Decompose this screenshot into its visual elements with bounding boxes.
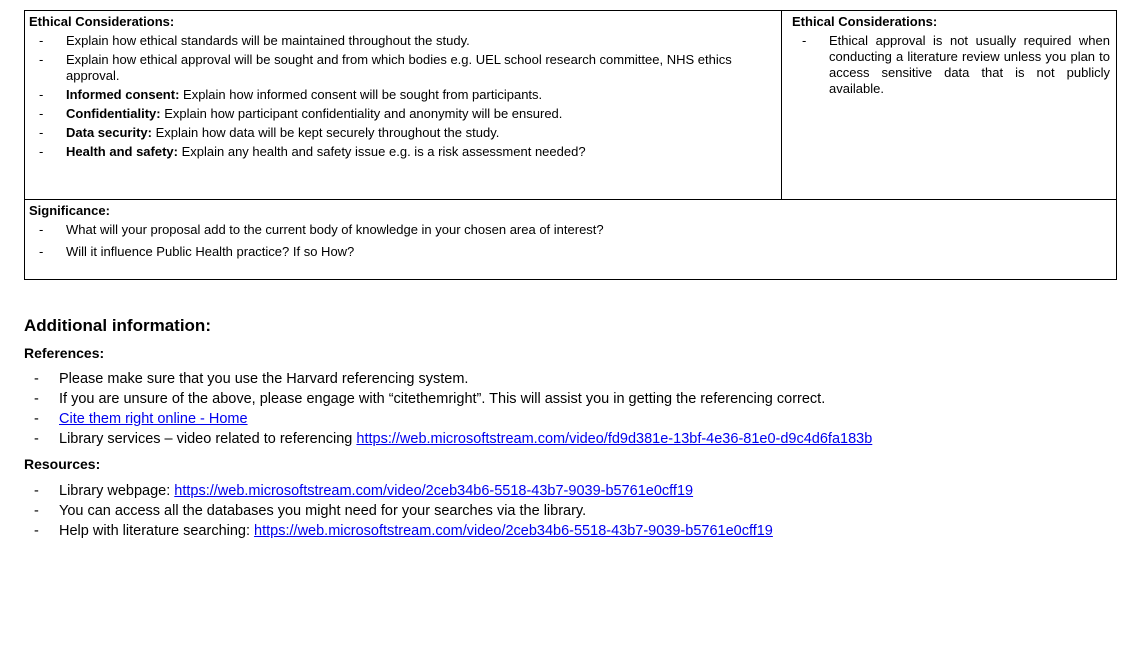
list-item-text: Explain any health and safety issue e.g. is a risk assessment needed? xyxy=(177,144,586,159)
dash-bullet: - xyxy=(34,483,39,499)
list-item-keyword: Health and safety: xyxy=(66,144,178,159)
list-item-keyword: Data security: xyxy=(66,125,152,140)
ethics-main-cell xyxy=(25,11,782,200)
references-title: References: xyxy=(24,345,105,361)
significance-title: Significance: xyxy=(29,203,110,218)
ethics-main-list xyxy=(29,33,775,160)
library-webpage-link[interactable]: https://web.microsoftstream.com/video/2ceb34b6-5518-43b7-9039-b5761e0cff19 xyxy=(174,483,694,499)
dash-bullet: - xyxy=(39,125,44,140)
list-item-text: Explain how participant confidentiality and anonymity will be ensured. xyxy=(160,106,563,121)
list-item-text: Explain how informed consent will be sought from participants. xyxy=(179,87,543,102)
significance-cell xyxy=(25,200,1117,280)
resources-title: Resources: xyxy=(24,456,101,472)
list-item xyxy=(24,369,1116,389)
dash-bullet: - xyxy=(39,52,44,67)
list-item-keyword: Confidentiality: xyxy=(66,106,161,121)
additional-info-title: Additional information: xyxy=(24,316,211,335)
list-item xyxy=(29,106,775,122)
list-item-text: Ethical approval is not usually required when conducting a literature review unless you plan to access sensitive data that is not publicly available. xyxy=(829,33,1110,96)
list-item-text: Explain how ethical standards will be maintained throughout the study. xyxy=(66,33,470,48)
list-item-text: Will it influence Public Health practice? If so How? xyxy=(66,244,355,259)
dash-bullet: - xyxy=(39,144,44,159)
list-item xyxy=(24,501,1116,521)
significance-list xyxy=(29,222,1110,260)
list-item xyxy=(792,33,1110,97)
ethics-side-list xyxy=(792,33,1110,97)
dash-bullet: - xyxy=(34,431,39,447)
resources-list xyxy=(24,481,1116,541)
list-item xyxy=(29,87,775,103)
literature-searching-link[interactable]: https://web.microsoftstream.com/video/2ceb34b6-5518-43b7-9039-b5761e0cff19 xyxy=(254,523,773,539)
ethics-side-title: Ethical Considerations: xyxy=(792,14,938,29)
referencing-video-link[interactable]: https://web.microsoftstream.com/video/fd9d381e-13bf-4e36-81e0-d9c4d6fa183b xyxy=(356,431,873,447)
list-item xyxy=(24,481,1116,501)
dash-bullet: - xyxy=(39,222,44,237)
ethics-side-cell xyxy=(782,11,1117,200)
dash-bullet: - xyxy=(34,371,39,387)
list-item-text: Explain how ethical approval will be sought and from which bodies e.g. UEL school research committee, NHS ethics approval. xyxy=(66,52,732,83)
references-list xyxy=(24,369,1116,449)
dash-bullet: - xyxy=(34,523,39,539)
list-item-text: Explain how data will be kept securely throughout the study. xyxy=(151,125,500,140)
list-item xyxy=(24,429,1116,449)
list-item xyxy=(29,222,1110,238)
cite-them-right-link[interactable]: Cite them right online - Home xyxy=(59,411,248,427)
dash-bullet: - xyxy=(34,391,39,407)
list-item xyxy=(24,521,1116,541)
additional-information-section xyxy=(24,316,1116,548)
ethics-main-title: Ethical Considerations: xyxy=(29,14,175,29)
dash-bullet: - xyxy=(802,33,807,48)
list-item-text: If you are unsure of the above, please engage with “citethemright”. This will assist you in getting the referencing correct. xyxy=(59,391,826,407)
document-page xyxy=(24,10,1116,280)
list-item-text: Help with literature searching: xyxy=(59,523,255,539)
list-item xyxy=(24,409,1116,429)
list-item-text: You can access all the databases you might need for your searches via the library. xyxy=(59,503,587,519)
dash-bullet: - xyxy=(39,244,44,259)
list-item xyxy=(29,52,775,84)
dash-bullet: - xyxy=(39,87,44,102)
proposal-table xyxy=(24,10,1117,280)
list-item-text: Library services – video related to referencing xyxy=(59,431,357,447)
list-item xyxy=(29,244,1110,260)
list-item xyxy=(24,389,1116,409)
list-item-keyword: Informed consent: xyxy=(66,87,180,102)
list-item-text: What will your proposal add to the current body of knowledge in your chosen area of interest? xyxy=(66,222,604,237)
dash-bullet: - xyxy=(39,33,44,48)
list-item xyxy=(29,144,775,160)
list-item-text: Library webpage: xyxy=(59,483,175,499)
dash-bullet: - xyxy=(39,106,44,121)
dash-bullet: - xyxy=(34,411,39,427)
dash-bullet: - xyxy=(34,503,39,519)
list-item xyxy=(29,33,775,49)
list-item xyxy=(29,125,775,141)
list-item-text: Please make sure that you use the Harvard referencing system. xyxy=(59,371,469,387)
